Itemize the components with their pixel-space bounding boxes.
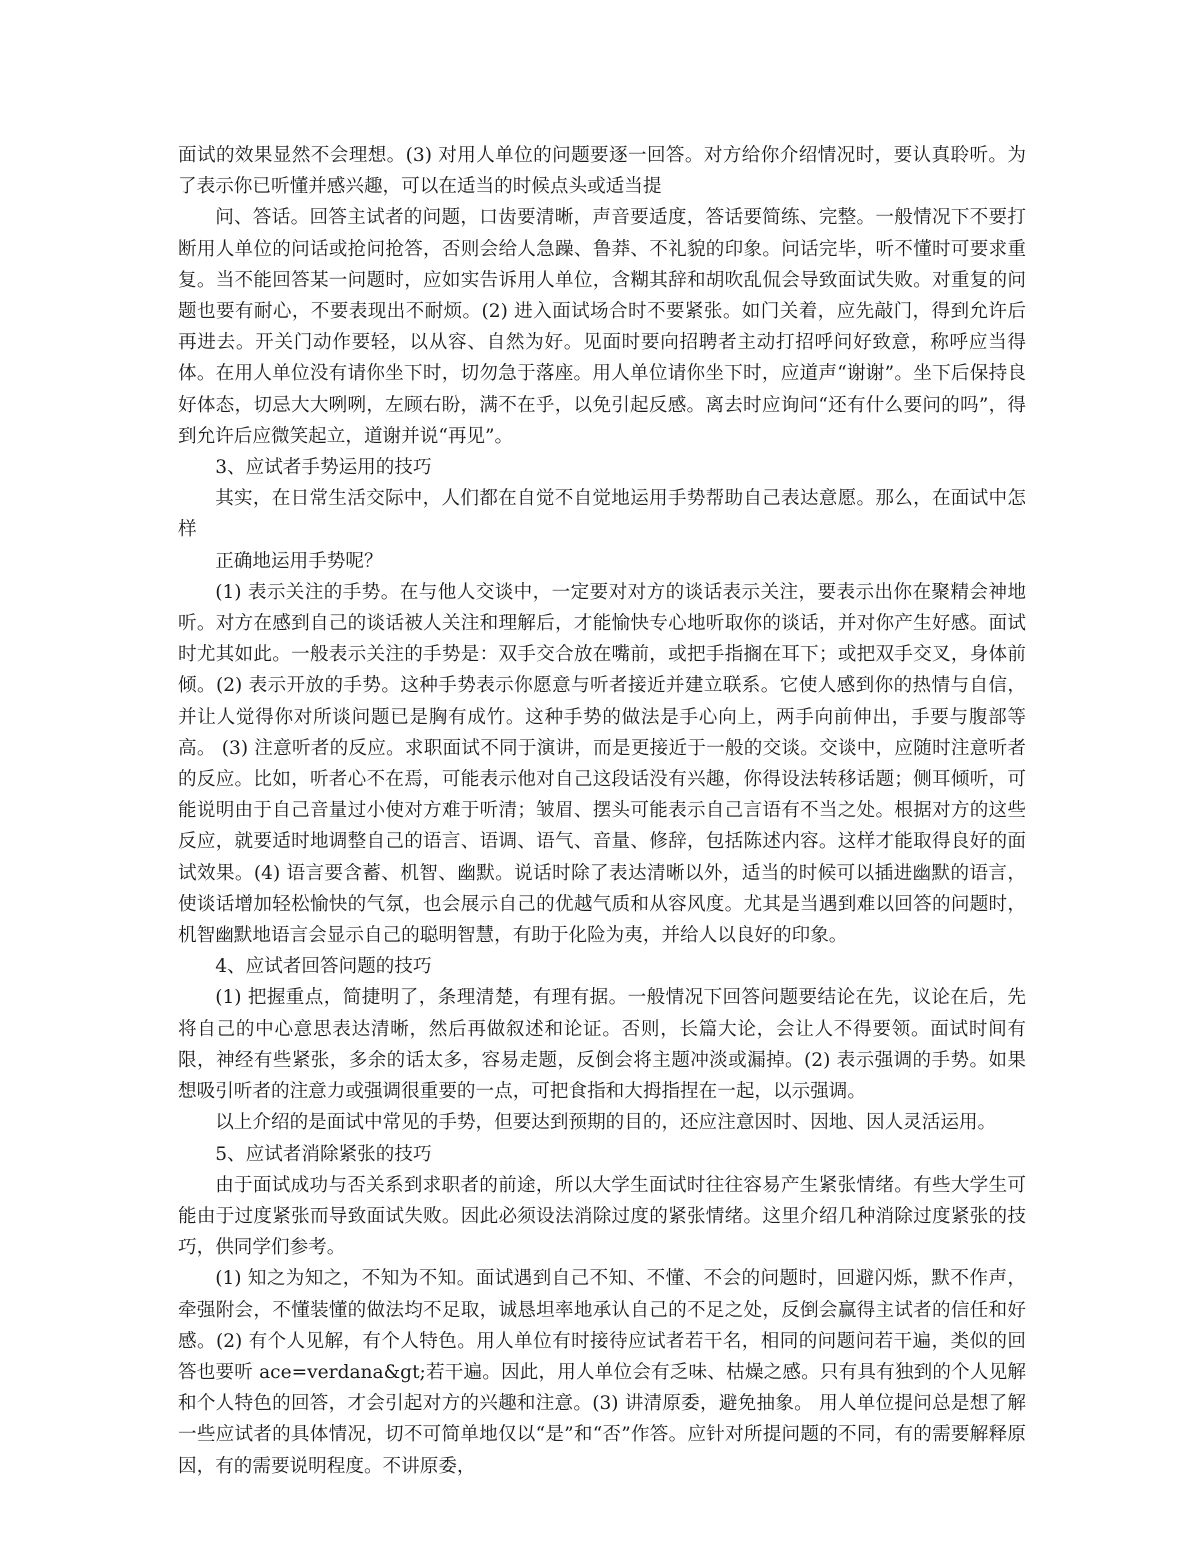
paragraph: (1) 把握重点，简捷明了，条理清楚，有理有据。一般情况下回答问题要结论在先，议论在后，先将自己的中心意思表达清晰，然后再做叙述和论证。否则，长篇大论，会让人不得要领。面试时间有限，神经有些紧张，多余的话太多，容易走题，反倒会将主题冲淡或漏掉。(2) 表示强调的手势。如果想吸引听者的注意力或强调很重要的一点，可把食指和大拇指捏在一起，以示强调。 bbox=[178, 987, 1026, 1103]
section-heading: 4、应试者回答问题的技巧 bbox=[215, 956, 432, 978]
section-heading: 3、应试者手势运用的技巧 bbox=[215, 457, 432, 479]
paragraph: (1) 表示关注的手势。在与他人交谈中，一定要对对方的谈话表示关注，要表示出你在聚精会神地听。对方在感到自己的谈话被人关注和理解后，才能愉快专心地听取你的谈话，并对你产生好感。面试时尤其如此。一般表示关注的手势是：双手交合放在嘴前，或把手指搁在耳下；或把双手交叉，身体前倾。(2) 表示开放的手势。这种手势表示你愿意与听者接近并建立联系。它使人感到你的热情与自信，并让人觉得你对所谈问题已是胸有成竹。这种手势的做法是手心向上，两手向前伸出，手要与腹部等高。 (3) 注意听者的反应。求职面试不同于演讲，而是更接近于一般的交谈。交谈中，应随时注意听者的反应。比如，听者心不在焉，可能表示他对自己这段话没有兴趣，你得设法转移话题；侧耳倾听，可能说明由于自己音量过小使对方难于听清；皱眉、摆头可能表示自己言语有不当之处。根据对方的这些反应，就要适时地调整自己的语言、语调、语气、音量、修辞，包括陈述内容。这样才能取得良好的面试效果。(4) 语言要含蓄、机智、幽默。说话时除了表达清晰以外，适当的时候可以插进幽默的语言，使谈话增加轻松愉快的气氛，也会展示自己的优越气质和从容风度。尤其是当遇到难以回答的问题时，机智幽默地语言会显示自己的聪明智慧，有助于化险为夷，并给人以良好的印象。 bbox=[178, 581, 1026, 947]
paragraph: 面试的效果显然不会理想。(3) 对用人单位的问题要逐一回答。对方给你介绍情况时，要认真聆听。为了表示你已听懂并感兴趣，可以在适当的时候点头或适当提 bbox=[178, 145, 1026, 198]
document-page bbox=[178, 140, 1026, 1482]
paragraph: 其实，在日常生活交际中，人们都在自觉不自觉地运用手势帮助自己表达意愿。那么，在面试中怎样 bbox=[178, 488, 1026, 541]
paragraph: 问、答话。回答主试者的问题，口齿要清晰，声音要适度，答话要简练、完整。一般情况下不要打断用人单位的问话或抢问抢答，否则会给人急躁、鲁莽、不礼貌的印象。问话完毕，听不懂时可要求重复。当不能回答某一问题时，应如实告诉用人单位，含糊其辞和胡吹乱侃会导致面试失败。对重复的问题也要有耐心，不要表现出不耐烦。(2) 进入面试场合时不要紧张。如门关着，应先敲门，得到允许后再进去。开关门动作要轻，以从容、自然为好。见面时要向招聘者主动打招呼问好致意，称呼应当得体。在用人单位没有请你坐下时，切勿急于落座。用人单位请你坐下时，应道声“谢谢”。坐下后保持良好体态，切忌大大咧咧，左顾右盼，满不在乎，以免引起反感。离去时应询问“还有什么要问的吗”，得到允许后应微笑起立，道谢并说“再见”。 bbox=[178, 207, 1026, 447]
paragraph: 正确地运用手势呢？ bbox=[215, 550, 383, 572]
paragraph: 以上介绍的是面试中常见的手势，但要达到预期的目的，还应注意因时、因地、因人灵活运用。 bbox=[215, 1112, 997, 1134]
section-heading: 5、应试者消除紧张的技巧 bbox=[215, 1143, 432, 1165]
paragraph: (1) 知之为知之，不知为不知。面试遇到自己不知、不懂、不会的问题时，回避闪烁，默不作声，牵强附会，不懂装懂的做法均不足取，诚恳坦率地承认自己的不足之处，反倒会赢得主试者的信任和好感。(2) 有个人见解，有个人特色。用人单位有时接待应试者若干名，相同的问题问若干遍，类似的回答也要听 ace=verdana&gt;若干遍。因此，用人单位会有乏味、枯燥之感。只有具有独到的个人见解和个人特色的回答，才会引起对方的兴趣和注意。(3) 讲清原委，避免抽象。 用人单位提问总是想了解一些应试者的具体情况，切不可简单地仅以“是”和“否”作答。应针对所提问题的不同，有的需要解释原因，有的需要说明程度。不讲原委， bbox=[178, 1268, 1026, 1477]
paragraph: 由于面试成功与否关系到求职者的前途，所以大学生面试时往往容易产生紧张情绪。有些大学生可能由于过度紧张而导致面试失败。因此必须设法消除过度的紧张情绪。这里介绍几种消除过度紧张的技巧，供同学们参考。 bbox=[178, 1174, 1026, 1259]
